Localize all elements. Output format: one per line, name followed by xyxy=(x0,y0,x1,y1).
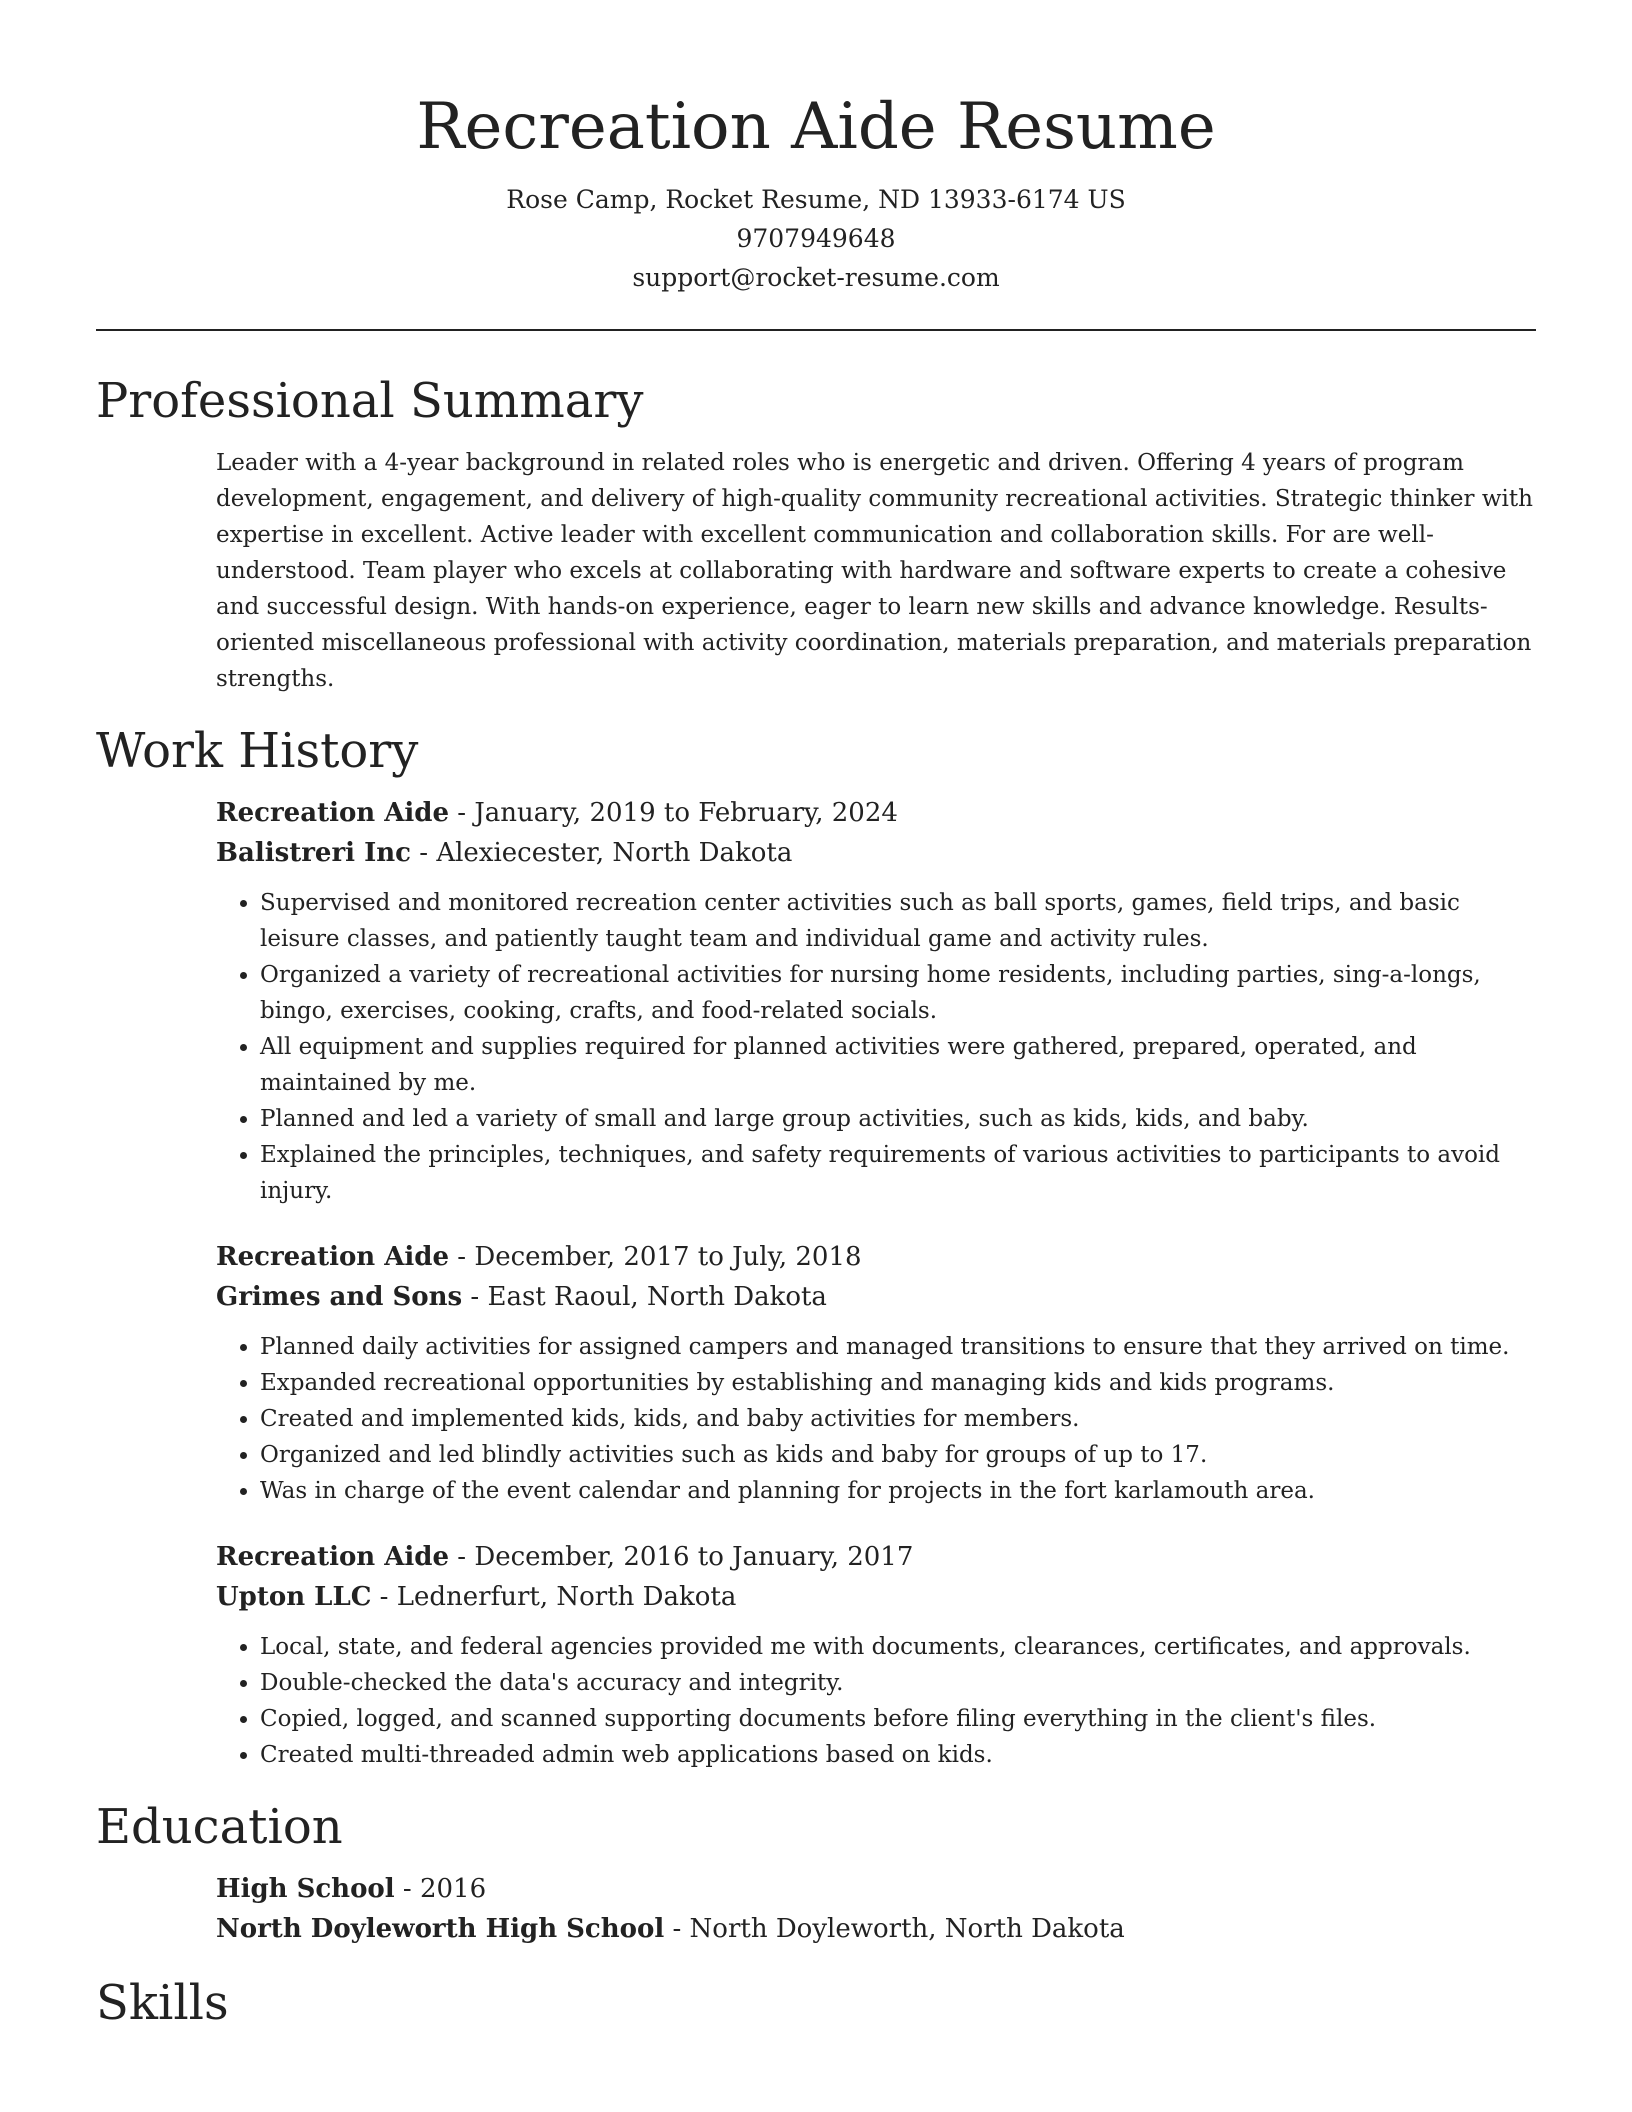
job-company-line xyxy=(216,1277,1536,1317)
job-bullet: • Supervised and monitored recreation center activities such as ball sports, games, field trips, and basic leisure classes, and patiently taught team and individual game and activity rules. xyxy=(260,885,1536,957)
job-location: - Lednerfurt, North Dakota xyxy=(371,1582,737,1612)
resume-page xyxy=(96,0,1536,2112)
job-company-line xyxy=(216,833,1536,873)
work-history-heading: Work History xyxy=(96,723,419,779)
job-bullet: • Organized a variety of recreational activities for nursing home residents, including parties, sing-a-longs, bingo, exercises, cooking, crafts, and food-related socials. xyxy=(260,957,1536,1029)
job-bullets xyxy=(216,1629,1536,1773)
job-location: - East Raoul, North Dakota xyxy=(462,1282,827,1312)
job-bullet: • Created and implemented kids, kids, and baby activities for members. xyxy=(260,1401,1536,1437)
job-dates: - December, 2017 to July, 2018 xyxy=(449,1242,862,1272)
contact-info xyxy=(96,180,1536,297)
work-history-section xyxy=(96,721,1536,1773)
job-bullet: • Double-checked the data's accuracy and integrity. xyxy=(260,1665,1536,1701)
header-divider xyxy=(96,329,1536,331)
summary-section xyxy=(96,371,1536,697)
skills-heading: Skills xyxy=(96,1975,229,2031)
education-location: - North Doyleworth, North Dakota xyxy=(664,1914,1125,1944)
job-bullet: • Local, state, and federal agencies provided me with documents, clearances, certificates, and approvals. xyxy=(260,1629,1536,1665)
education-school: North Doyleworth High School xyxy=(216,1914,665,1944)
job-company: Balistreri Inc xyxy=(216,838,411,868)
education-heading: Education xyxy=(96,1799,343,1855)
job-bullet: • Organized and led blindly activities such as kids and baby for groups of up to 17. xyxy=(260,1437,1536,1473)
education-section xyxy=(96,1797,1536,1949)
education-degree: High School xyxy=(216,1874,395,1904)
job-location: - Alexiecester, North Dakota xyxy=(411,838,793,868)
job-bullet: • Expanded recreational opportunities by establishing and managing kids and kids programs. xyxy=(260,1365,1536,1401)
job-title: Recreation Aide xyxy=(216,798,450,828)
job-bullet: • Planned and led a variety of small and large group activities, such as kids, kids, and baby. xyxy=(260,1101,1536,1137)
job-entry xyxy=(216,1537,1536,1773)
job-bullet: • Copied, logged, and scanned supporting documents before filing everything in the client's files. xyxy=(260,1701,1536,1737)
job-company-line xyxy=(216,1577,1536,1617)
education-school-line xyxy=(216,1909,1536,1949)
job-bullet: • Planned daily activities for assigned campers and managed transitions to ensure that they arrived on time. xyxy=(260,1329,1536,1365)
job-bullet: • Created multi-threaded admin web applications based on kids. xyxy=(260,1737,1536,1773)
job-title: Recreation Aide xyxy=(216,1542,450,1572)
skills-section xyxy=(96,1973,1536,2033)
contact-address: Rose Camp, Rocket Resume, ND 13933-6174 US xyxy=(506,185,1126,214)
job-entry xyxy=(216,1237,1536,1509)
job-company: Grimes and Sons xyxy=(216,1282,463,1312)
job-entry xyxy=(216,793,1536,1209)
summary-heading: Professional Summary xyxy=(96,373,644,429)
job-title-line xyxy=(216,793,1536,833)
job-title-line xyxy=(216,1537,1536,1577)
job-bullet: • Was in charge of the event calendar and planning for projects in the fort karlamouth area. xyxy=(260,1473,1536,1509)
job-dates: - January, 2019 to February, 2024 xyxy=(449,798,898,828)
job-bullets xyxy=(216,885,1536,1209)
summary-text: Leader with a 4-year background in related roles who is energetic and driven. Offering 4 years of program development, engagement, and delivery of high-quality community recreational activities. Strategic thinker with expertise in excellent. Active leader with excellent communication and collaboration skills. For are well-understood. Team player who excels at collaborating with hardware and software experts to create a cohesive and successful design. With hands-on experience, eager to learn new skills and advance knowledge. Results-oriented miscellaneous professional with activity coordination, materials preparation, and materials preparation strengths. xyxy=(216,450,1533,692)
job-bullets xyxy=(216,1329,1536,1509)
job-title-line xyxy=(216,1237,1536,1277)
job-bullet: • All equipment and supplies required for planned activities were gathered, prepared, operated, and maintained by me. xyxy=(260,1029,1536,1101)
contact-phone: 9707949648 xyxy=(736,224,896,253)
resume-title: Recreation Aide Resume xyxy=(416,90,1216,164)
resume-header xyxy=(96,0,1536,297)
job-company: Upton LLC xyxy=(216,1582,372,1612)
job-bullet: • Explained the principles, techniques, and safety requirements of various activities to participants to avoid injury. xyxy=(260,1137,1536,1209)
job-title: Recreation Aide xyxy=(216,1242,450,1272)
contact-email: support@rocket-resume.com xyxy=(632,263,1000,292)
job-dates: - December, 2016 to January, 2017 xyxy=(449,1542,914,1572)
education-degree-line xyxy=(216,1869,1536,1909)
education-year: - 2016 xyxy=(394,1874,487,1904)
